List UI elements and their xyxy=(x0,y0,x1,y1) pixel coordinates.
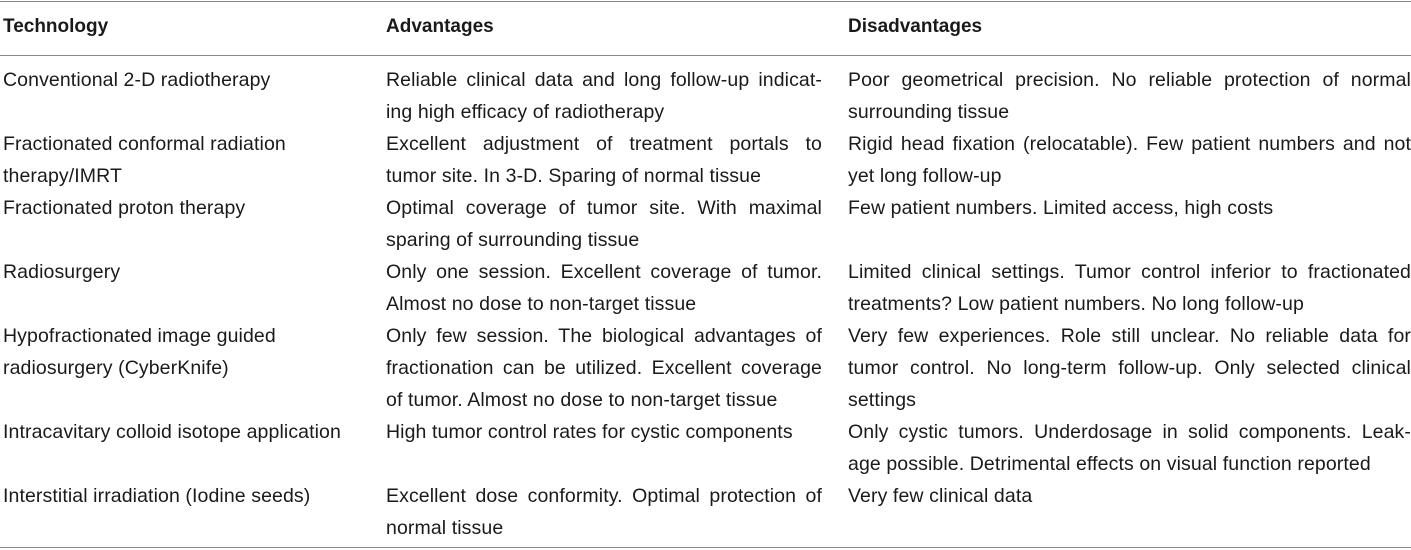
technology-cell xyxy=(3,320,363,384)
cell-line: Only one session. Excellent coverage of tumor. xyxy=(386,261,822,283)
cell-line: Few patient numbers. Limited access, high costs xyxy=(848,197,1274,219)
cell-line: Limited clinical settings. Tumor control inferior to fractionated xyxy=(848,261,1411,283)
cell-line: Radiosurgery xyxy=(3,261,121,283)
cell-line: Very few clinical data xyxy=(848,485,1033,507)
technology-cell xyxy=(3,192,363,224)
technology-cell xyxy=(3,128,363,192)
disadvantages-cell xyxy=(848,128,1411,192)
cell-line: yet long follow-up xyxy=(848,165,1002,187)
cell-line: Only few session. The biological advantages of xyxy=(386,325,822,347)
advantages-cell xyxy=(386,128,822,192)
cell-line: Only cystic tumors. Underdosage in solid components. Leak- xyxy=(848,421,1411,443)
disadvantages-cell xyxy=(848,192,1411,224)
disadvantages-cell xyxy=(848,416,1411,480)
cell-line: tumor control. No long-term follow-up. Only selected clinical xyxy=(848,357,1411,379)
cell-line: surrounding tissue xyxy=(848,101,1010,123)
cell-line: tumor site. In 3-D. Sparing of normal tissue xyxy=(386,165,762,187)
cell-line: Reliable clinical data and long follow-up indicat- xyxy=(386,69,822,91)
header-advantages: Advantages xyxy=(386,16,494,37)
table-top-rule xyxy=(0,1,1411,2)
technology-cell xyxy=(3,416,363,448)
cell-line: Fractionated proton therapy xyxy=(3,197,246,219)
header-disadvantages: Disadvantages xyxy=(848,16,983,37)
cell-line: Conventional 2-D radiotherapy xyxy=(3,69,271,91)
advantages-cell xyxy=(386,64,822,128)
table-bottom-rule xyxy=(0,547,1411,548)
cell-line: fractionation can be utilized. Excellent coverage xyxy=(386,357,822,379)
disadvantages-cell xyxy=(848,480,1411,512)
technology-cell xyxy=(3,480,363,512)
cell-line: Excellent dose conformity. Optimal protection of xyxy=(386,485,822,507)
cell-line: Almost no dose to non-target tissue xyxy=(386,293,697,315)
advantages-cell xyxy=(386,192,822,256)
cell-line: Poor geometrical precision. No reliable protection of normal xyxy=(848,69,1411,91)
technology-cell xyxy=(3,256,363,288)
cell-line: Excellent adjustment of treatment portals to xyxy=(386,133,822,155)
advantages-cell xyxy=(386,320,822,416)
disadvantages-cell xyxy=(848,64,1411,128)
cell-line: settings xyxy=(848,389,917,411)
cell-line: radiosurgery (CyberKnife) xyxy=(3,357,229,379)
cell-line: Rigid head fixation (relocatable). Few patient numbers and not xyxy=(848,133,1411,155)
cell-line: Interstitial irradiation (Iodine seeds) xyxy=(3,485,311,507)
advantages-cell xyxy=(386,480,822,544)
cell-line: sparing of surrounding tissue xyxy=(386,229,640,251)
header-rule xyxy=(0,55,1411,56)
disadvantages-cell xyxy=(848,320,1411,416)
cell-line: ing high efficacy of radiotherapy xyxy=(386,101,665,123)
cell-line: Intracavitary colloid isotope application xyxy=(3,421,341,443)
cell-line: normal tissue xyxy=(386,517,504,539)
cell-line: treatments? Low patient numbers. No long follow-up xyxy=(848,293,1304,315)
cell-line: of tumor. Almost no dose to non-target tissue xyxy=(386,389,778,411)
cell-line: Hypofractionated image guided xyxy=(3,325,276,347)
advantages-cell xyxy=(386,256,822,320)
technology-cell xyxy=(3,64,363,96)
cell-line: Optimal coverage of tumor site. With maximal xyxy=(386,197,822,219)
cell-line: High tumor control rates for cystic components xyxy=(386,421,793,443)
cell-line: therapy/IMRT xyxy=(3,165,122,187)
disadvantages-cell xyxy=(848,256,1411,320)
cell-line: age possible. Detrimental effects on visual function reported xyxy=(848,453,1371,475)
advantages-cell xyxy=(386,416,822,448)
cell-line: Very few experiences. Role still unclear. No reliable data for xyxy=(848,325,1411,347)
cell-line: Fractionated conformal radiation xyxy=(3,133,286,155)
header-technology: Technology xyxy=(3,16,109,37)
